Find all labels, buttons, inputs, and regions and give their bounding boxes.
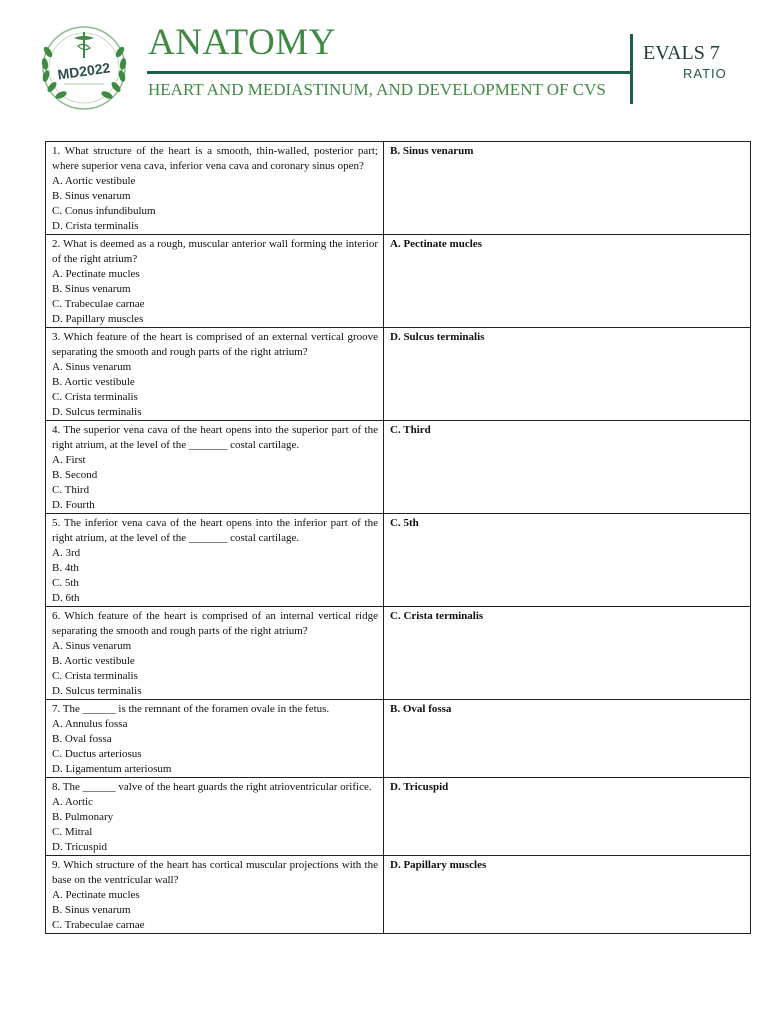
answer-option: C. Mitral — [52, 826, 93, 838]
question-text: 9. Which structure of the heart has cortical muscular projections with the base on the ventricular wall? — [52, 859, 378, 886]
header-divider — [147, 71, 632, 74]
answer-option: B. Sinus venarum — [52, 283, 131, 295]
table-row — [46, 856, 751, 934]
answer-option: A. Pectinate mucles — [52, 268, 140, 280]
question-text: 1. What structure of the heart is a smooth, thin-walled, posterior part; where superior vena cava, inferior vena cava and coronary sinus open? — [52, 145, 378, 172]
table-row — [46, 607, 751, 700]
question-text: 7. The ______ is the remnant of the foramen ovale in the fetus. — [52, 703, 330, 715]
page-subtitle: HEART AND MEDIASTINUM, AND DEVELOPMENT OF CVS — [148, 80, 606, 99]
question-text: 4. The superior vena cava of the heart opens into the superior part of the right atrium, at the level of the _______ costal cartilage. — [52, 424, 378, 451]
question-cell — [46, 421, 384, 514]
answer-option: A. Sinus venarum — [52, 361, 132, 373]
question-cell — [46, 700, 384, 778]
answer-option: C. Crista terminalis — [52, 670, 138, 682]
answer-option: D. Fourth — [52, 499, 95, 511]
answer-option: C. Trabeculae carnae — [52, 298, 145, 310]
question-text: 2. What is deemed as a rough, muscular anterior wall forming the interior of the right atrium? — [52, 238, 378, 265]
answer-option: A. 3rd — [52, 547, 81, 559]
answer-option: B. Sinus venarum — [52, 904, 131, 916]
answer-option: B. Second — [52, 469, 98, 481]
answer-option: D. Papillary muscles — [52, 313, 144, 325]
answer-cell: D. Tricuspid — [384, 778, 751, 856]
evals-label: EVALS 7 — [643, 42, 720, 64]
answer-option: A. Pectinate mucles — [52, 889, 140, 901]
answer-option: B. Oval fossa — [52, 733, 112, 745]
answer-cell: C. 5th — [384, 514, 751, 607]
answer-option: D. Sulcus terminalis — [52, 685, 142, 697]
table-row — [46, 778, 751, 856]
table-row — [46, 235, 751, 328]
table-row — [46, 142, 751, 235]
answer-cell: D. Sulcus terminalis — [384, 328, 751, 421]
answer-option: C. 5th — [52, 577, 79, 589]
answer-option: D. Tricuspid — [52, 841, 108, 853]
answer-option: D. Ligamentum arteriosum — [52, 763, 172, 775]
answer-cell: D. Papillary muscles — [384, 856, 751, 934]
answer-cell: B. Sinus venarum — [384, 142, 751, 235]
table-row — [46, 700, 751, 778]
question-cell — [46, 778, 384, 856]
md2022-logo — [34, 22, 134, 114]
question-text: 5. The inferior vena cava of the heart opens into the inferior part of the right atrium, at the level of the _______ costal cartilage. — [52, 517, 378, 544]
answer-cell: B. Oval fossa — [384, 700, 751, 778]
answer-cell: C. Third — [384, 421, 751, 514]
question-cell — [46, 235, 384, 328]
answer-option: D. Sulcus terminalis — [52, 406, 142, 418]
answer-cell: C. Crista terminalis — [384, 607, 751, 700]
answer-option: B. Aortic vestibule — [52, 655, 135, 667]
answer-option: B. Aortic vestibule — [52, 376, 135, 388]
answer-option: C. Ductus arteriosus — [52, 748, 142, 760]
question-text: 3. Which feature of the heart is comprised of an external vertical groove separating the smooth and rough parts of the right atrium? — [52, 331, 378, 358]
answer-option: D. Crista terminalis — [52, 220, 139, 232]
question-cell — [46, 607, 384, 700]
question-cell — [46, 514, 384, 607]
answer-option: C. Third — [52, 484, 90, 496]
answer-option: C. Crista terminalis — [52, 391, 138, 403]
answer-option: C. Trabeculae carnae — [52, 919, 145, 931]
answer-option: B. 4th — [52, 562, 79, 574]
answer-option: B. Sinus venarum — [52, 190, 131, 202]
answer-option: A. Annulus fossa — [52, 718, 128, 730]
header-vertical-divider — [630, 34, 633, 104]
question-text: 8. The ______ valve of the heart guards the right atrioventricular orifice. — [52, 781, 372, 793]
answer-option: A. First — [52, 454, 86, 466]
ratio-label: RATIO — [683, 66, 727, 81]
table-row — [46, 328, 751, 421]
question-cell — [46, 856, 384, 934]
answer-cell: A. Pectinate mucles — [384, 235, 751, 328]
logo-text: MD2022 — [56, 59, 112, 83]
question-cell — [46, 142, 384, 235]
answer-option: B. Pulmonary — [52, 811, 114, 823]
question-cell — [46, 328, 384, 421]
question-table — [45, 141, 751, 934]
answer-option: D. 6th — [52, 592, 80, 604]
answer-option: A. Aortic — [52, 796, 93, 808]
table-row — [46, 514, 751, 607]
question-text: 6. Which feature of the heart is comprised of an internal vertical ridge separating the smooth and rough parts of the right atrium? — [52, 610, 378, 637]
answer-option: A. Sinus venarum — [52, 640, 132, 652]
answer-option: C. Conus infundibulum — [52, 205, 156, 217]
answer-option: A. Aortic vestibule — [52, 175, 136, 187]
page-title: ANATOMY — [148, 22, 336, 63]
table-row — [46, 421, 751, 514]
